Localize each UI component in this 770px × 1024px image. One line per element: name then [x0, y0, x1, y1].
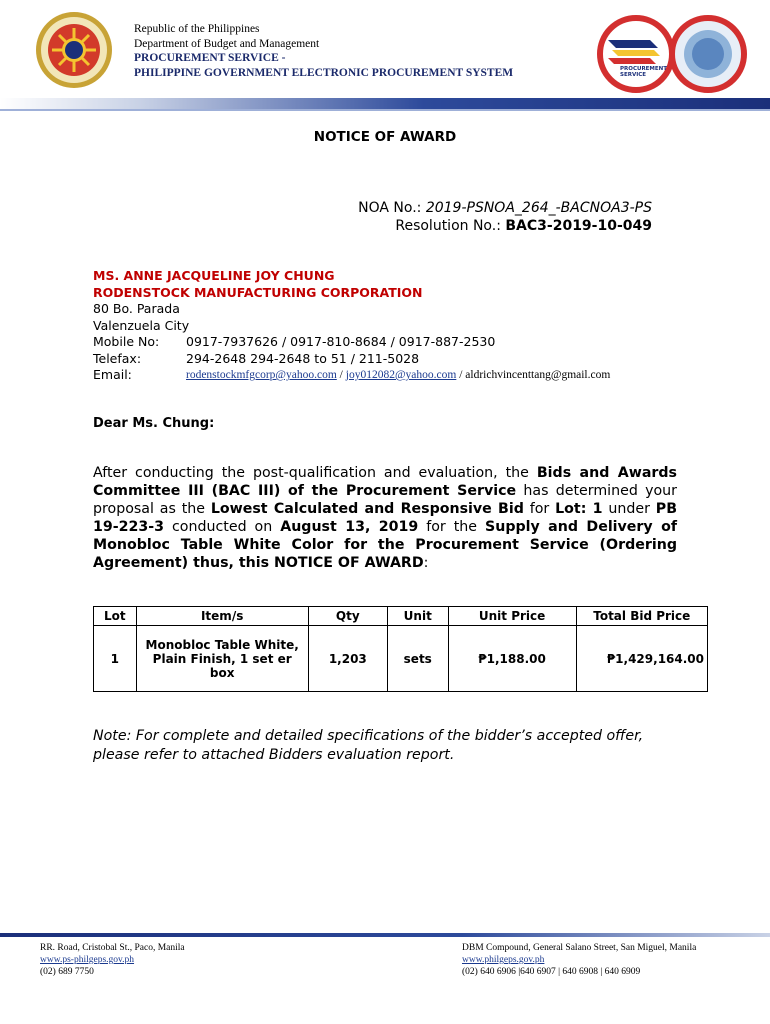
- body-text-4: under: [602, 501, 656, 517]
- cell-total-price: ₱1,429,164.00: [576, 626, 707, 692]
- award-table-header-row: [94, 607, 708, 626]
- cell-unit-price: ₱1,188.00: [448, 626, 576, 692]
- body-text-7: :: [423, 555, 429, 571]
- noa-block: [358, 199, 652, 235]
- body-text-2: has determined your proposal as the: [93, 483, 677, 517]
- body-bold-date: August 13, 2019: [280, 519, 419, 535]
- note-text: Note: For complete and detailed specifications of the bidder’s accepted offer, please refer to attached Bidders evaluation report.: [93, 728, 644, 763]
- cell-item: Monobloc Table White, Plain Finish, 1 set er box: [136, 626, 308, 692]
- cell-qty: 1,203: [308, 626, 387, 692]
- footer-right-website-link[interactable]: www.philgeps.gov.ph: [462, 955, 545, 965]
- recipient-company: RODENSTOCK MANUFACTURING CORPORATION: [93, 284, 423, 300]
- procurement-service-philgeps-logo: [596, 14, 756, 94]
- noa-number: 2019-PSNOA_264_-BACNOA3-PS: [425, 200, 652, 216]
- cell-lot: 1: [94, 626, 137, 692]
- email-link-1[interactable]: rodenstockmfgcorp@yahoo.com: [186, 369, 337, 381]
- footer-band: [0, 933, 770, 937]
- col-items: Item/s: [136, 607, 308, 626]
- award-paragraph: [93, 464, 677, 572]
- mobile-label: Mobile No:: [93, 334, 160, 349]
- mobile-value: 0917-7937626 / 0917-810-8684 / 0917-887-2530: [186, 334, 496, 349]
- document-title: NOTICE OF AWARD: [313, 129, 457, 145]
- footer-left-address: RR. Road, Cristobal St., Paco, Manila: [40, 943, 185, 953]
- header-department: Department of Budget and Management: [134, 37, 320, 50]
- footer-right-phone: (02) 640 6906 |640 6907 | 640 6908 | 640 6909: [462, 967, 641, 977]
- recipient-address-block: [93, 268, 610, 384]
- ps-logo-text: PROCUREMENT SERVICE: [620, 66, 668, 78]
- noa-label: NOA No.:: [358, 200, 422, 216]
- header-band-line: [0, 109, 770, 111]
- telefax-value: 294-2648 294-2648 to 51 / 211-5028: [186, 350, 420, 366]
- header-band: [0, 98, 770, 109]
- header-philgeps: PHILIPPINE GOVERNMENT ELECTRONIC PROCUREMENT SYSTEM: [134, 66, 514, 79]
- telefax-label: Telefax:: [93, 350, 142, 366]
- body-bold-bac: Bids and Awards Committee III (BAC III) of the Procurement Service: [93, 465, 677, 499]
- col-total-bid-price: Total Bid Price: [576, 607, 707, 626]
- footer-left: [40, 942, 185, 978]
- body-bold-pb: PB 19-223-3: [93, 501, 678, 535]
- address-line-2: Valenzuela City: [93, 317, 190, 333]
- email-link-2[interactable]: joy012082@yahoo.com: [345, 369, 457, 381]
- salutation: Dear Ms. Chung:: [93, 416, 215, 431]
- body-text-6: for the: [418, 519, 486, 535]
- col-unit: Unit: [387, 607, 448, 626]
- footer-left-website-link[interactable]: www.ps-philgeps.gov.ph: [40, 955, 135, 965]
- email-value: [186, 367, 610, 384]
- cell-unit: sets: [387, 626, 448, 692]
- award-table: [93, 606, 708, 692]
- email-label: Email:: [93, 367, 132, 382]
- col-qty: Qty: [308, 607, 387, 626]
- address-line-1: 80 Bo. Parada: [93, 301, 180, 316]
- header-republic: Republic of the Philippines: [134, 23, 260, 35]
- agency-header: [134, 22, 513, 80]
- footer-left-phone: (02) 689 7750: [40, 967, 94, 977]
- dbm-seal-logo: [34, 10, 126, 90]
- footer-right: [462, 942, 696, 978]
- recipient-name: MS. ANNE JACQUELINE JOY CHUNG: [93, 268, 335, 283]
- body-bold-lot: Lot: 1: [555, 501, 603, 517]
- body-text-1: After conducting the post-qualification and evaluation, the: [93, 465, 537, 481]
- table-row: [94, 626, 708, 692]
- resolution-label: Resolution No.:: [395, 218, 501, 234]
- body-bold-supply: Supply and Delivery of Monobloc Table White Color for the Procurement Service (Ordering Agreement) thus, this NOTICE OF AWARD: [93, 519, 677, 571]
- col-unit-price: Unit Price: [448, 607, 576, 626]
- resolution-number: BAC3-2019-10-049: [505, 218, 652, 234]
- col-lot: Lot: [94, 607, 137, 626]
- body-text-3: for: [523, 501, 556, 517]
- email-separator: /: [336, 369, 346, 381]
- email-3: / aldrichvincenttang@gmail.com: [456, 369, 611, 381]
- header-procurement-service: PROCUREMENT SERVICE -: [134, 52, 286, 64]
- body-text-5: conducted on: [164, 519, 281, 535]
- footer-right-address: DBM Compound, General Salano Street, San Miguel, Manila: [462, 943, 697, 953]
- body-bold-lcrb: Lowest Calculated and Responsive Bid: [210, 501, 524, 517]
